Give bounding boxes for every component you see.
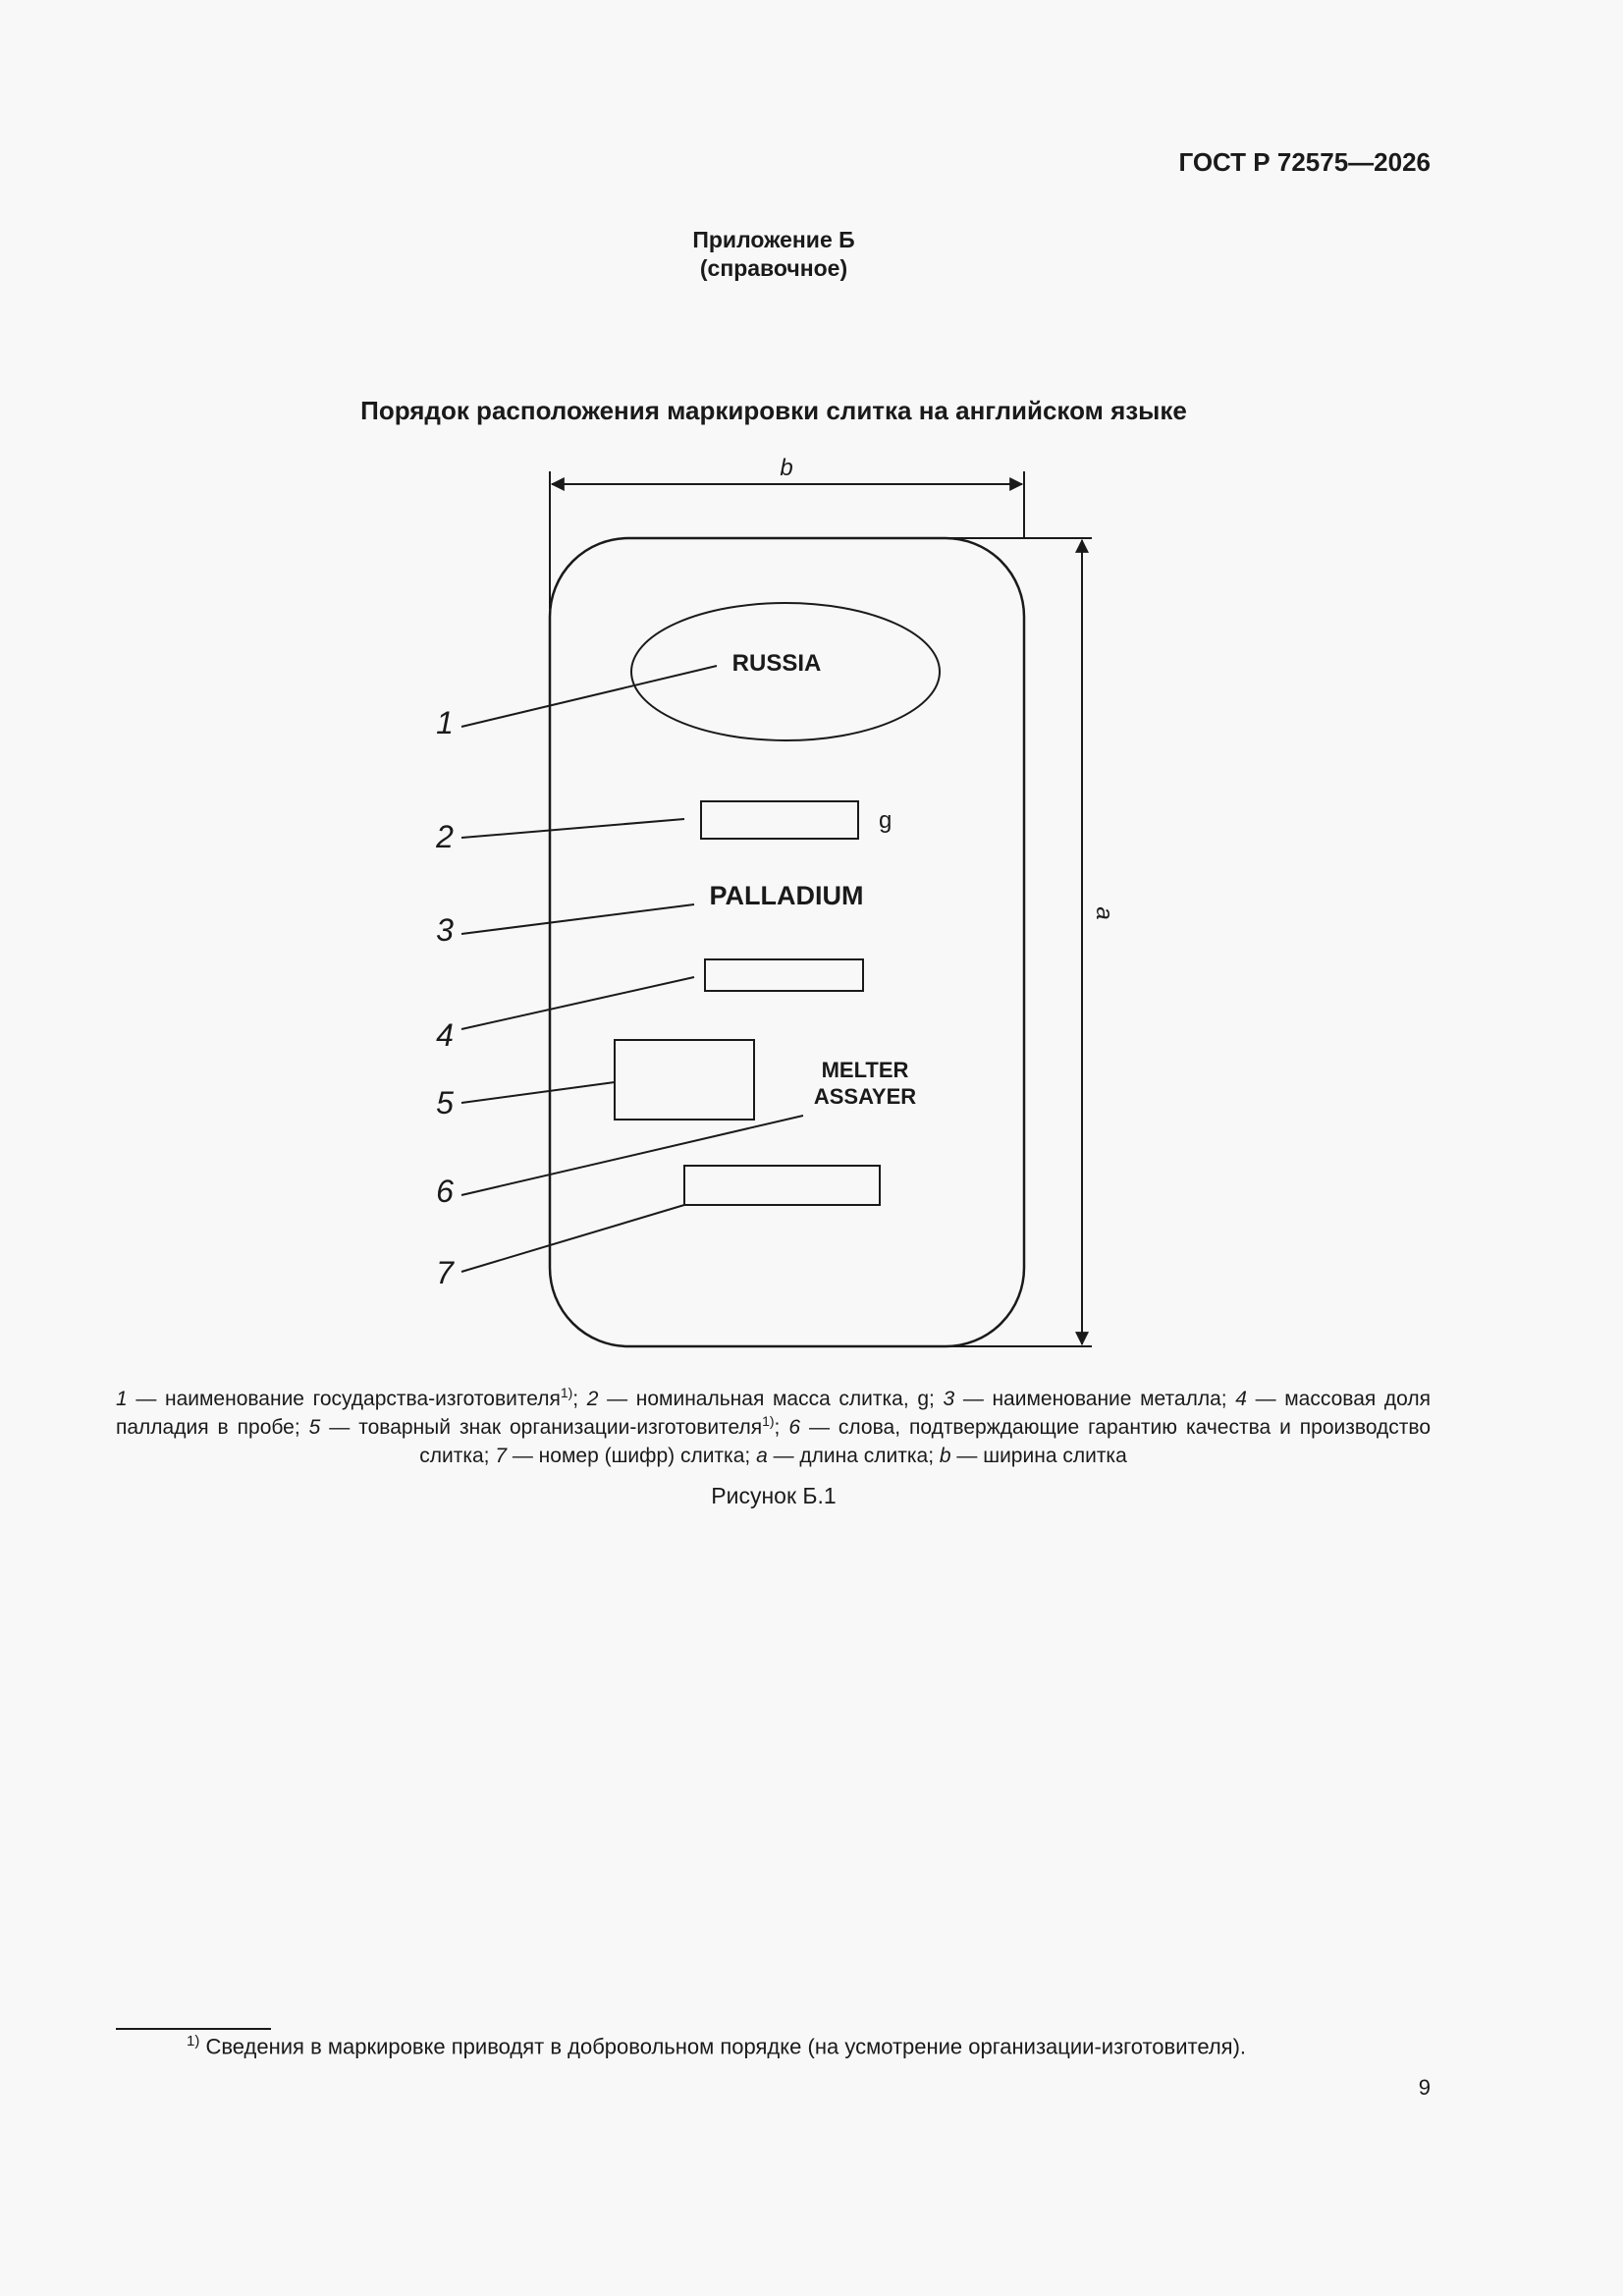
footnote (187, 2033, 1246, 2059)
fineness-box (705, 959, 863, 991)
page-number: 9 (1418, 2075, 1431, 2100)
legend-item-number: 5 (308, 1416, 321, 1439)
country-label: RUSSIA (731, 650, 822, 677)
leader-line-7 (461, 1205, 684, 1272)
legend-footnote-ref: 1) (762, 1413, 775, 1429)
figure-caption: Рисунок Б.1 (711, 1483, 837, 1508)
callout-1: 1 (436, 705, 454, 740)
legend-separator: ; (744, 1445, 757, 1467)
section-title: Порядок расположения маркировки слитка на английском языке (360, 396, 1187, 425)
annex-title: Приложение Б (692, 227, 855, 252)
legend-footnote-ref: 1) (560, 1385, 573, 1400)
dimension-b-label: b (780, 455, 793, 481)
legend-item-number: 1 (116, 1388, 128, 1410)
leader-line-4 (461, 977, 694, 1029)
figure-legend (116, 1385, 1431, 1470)
legend-item-text: — длина слитка (767, 1445, 929, 1467)
metal-label: PALLADIUM (709, 881, 864, 910)
standard-header: ГОСТ Р 72575—2026 (1178, 147, 1431, 177)
legend-separator: ; (1220, 1388, 1236, 1410)
footnote-marker: 1) (187, 2033, 200, 2050)
legend-item-number: 6 (788, 1416, 801, 1439)
callout-7: 7 (436, 1255, 454, 1290)
legend-item-text: — номер (шифр) слитка (507, 1445, 745, 1467)
legend-item-number: 2 (586, 1388, 599, 1410)
leader-line-1 (461, 666, 717, 727)
mass-unit-label: g (879, 807, 893, 834)
leader-line-6 (461, 1116, 803, 1195)
legend-item-text: — массовая доля палладия в пробе (116, 1388, 1431, 1439)
footnote-divider (116, 2028, 271, 2030)
callout-6: 6 (436, 1174, 454, 1209)
callout-4: 4 (436, 1017, 454, 1053)
callout-3: 3 (436, 912, 454, 948)
leader-line-5 (461, 1082, 615, 1103)
melter-label: MELTER (821, 1058, 909, 1082)
legend-item-number: 7 (495, 1445, 508, 1467)
leader-line-3 (461, 904, 694, 934)
legend-separator: ; (928, 1445, 940, 1467)
serial-number-box (684, 1166, 880, 1205)
legend-item-text: — слова, подтверждающие гарантию качества и производство слитка (419, 1416, 1432, 1467)
legend-item-number: a (756, 1445, 768, 1467)
legend-item-number: 3 (943, 1388, 955, 1410)
leader-line-2 (461, 819, 684, 838)
callout-5: 5 (436, 1085, 454, 1121)
callout-2: 2 (436, 819, 454, 854)
trademark-box (615, 1040, 754, 1120)
assayer-label: ASSAYER (813, 1084, 917, 1109)
legend-separator: ; (774, 1416, 789, 1439)
dimension-a-label: a (1091, 906, 1117, 920)
legend-separator: ; (929, 1388, 944, 1410)
footnote-text: Сведения в маркировке приводят в добровольном порядке (на усмотрение организации-изготовителя). (199, 2034, 1247, 2059)
legend-item-number: 4 (1235, 1388, 1247, 1410)
legend-separator: ; (572, 1388, 587, 1410)
legend-item-number: b (939, 1445, 951, 1467)
legend-separator: ; (294, 1416, 309, 1439)
annex-status: (справочное) (699, 255, 848, 281)
mass-box (701, 801, 858, 839)
legend-item-text: — товарный знак организации-изготовителя (320, 1416, 763, 1439)
legend-item-text: — наименование металла (954, 1388, 1221, 1410)
legend-item-text: — ширина слитка (950, 1445, 1127, 1467)
legend-item-text: — наименование государства-изготовителя (127, 1388, 561, 1410)
legend-item-text: — номинальная масса слитка, g (598, 1388, 929, 1410)
legend-separator: ; (483, 1445, 496, 1467)
